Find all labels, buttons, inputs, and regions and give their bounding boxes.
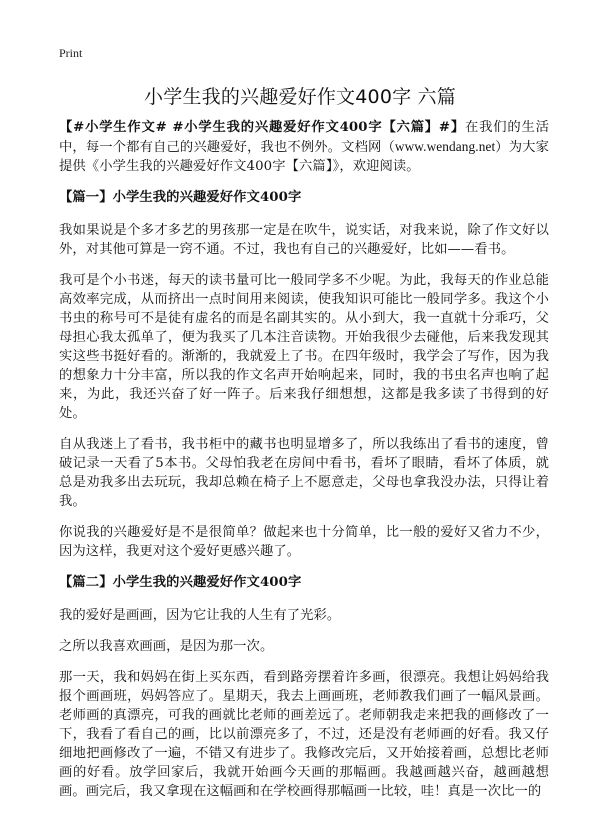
document-body <box>59 118 549 813</box>
section-2-paragraph: 那一天，我和妈妈在街上买东西，看到路旁摆着许多画，很漂亮。我想让妈妈给我报个画画班，妈妈答应了。星期天，我去上画画班，老师教我们画了一幅风景画。老师画的真漂亮，可我的画就比老师的画差远了。老师朝我走来把我的画修改了一下，我看了看自己的画，比以前漂亮多了，不过，还是没有老师画的好看。我又仔细地把画修改了一遍，不错又有进步了。我修改完后，又开始接着画，总想比老师画的好看。放学回家后，我就开始画今天画的那幅画。我越画越兴奋，越画越想画。画完后，我又拿现在这幅画和在学校画得那幅画一比较，哇！真是一次比一的 <box>59 670 549 799</box>
intro-tag: 【#小学生作文# #小学生我的兴趣爱好作文400字【六篇】#】 <box>59 120 466 135</box>
section-2-paragraph: 我的爱好是画画，因为它让我的人生有了光彩。 <box>59 608 341 623</box>
intro-text-before-site: 在我们的生活中，每一个都有自己的兴趣爱好，我也不例外。文档网（ <box>59 120 549 155</box>
document-title: 小学生我的兴趣爱好作文400字 六篇 <box>144 86 456 108</box>
intro-paragraph <box>59 118 549 176</box>
print-link[interactable]: Print <box>59 46 83 60</box>
site-url: www.wendang.net <box>394 139 496 154</box>
section-1-heading: 【篇一】小学生我的兴趣爱好作文400字 <box>59 190 302 205</box>
section-1-paragraph: 自从我迷上了看书，我书柜中的藏书也明显增多了，所以我练出了看书的速度，曾破记录一天看了5本书。父母怕我老在房间中看书，看坏了眼睛，看坏了体质，就总是劝我多出去玩玩，我却总赖在椅子上不愿意走，父母也拿我没办法，只得让着我。 <box>59 437 549 509</box>
section-1-paragraph: 你说我的兴趣爱好是不是很简单？做起来也十分简单，比一般的爱好又省力不少，因为这样，我更对这个爱好更感兴趣了。 <box>59 525 549 559</box>
section-2-paragraph: 之所以我喜欢画画，是因为那一次。 <box>59 639 274 654</box>
intro-text-after-site: ）为大家提供《小学生我的兴趣爱好作文400字【六篇】》，欢迎阅读。 <box>59 140 549 174</box>
section-2-heading: 【篇二】小学生我的兴趣爱好作文400字 <box>59 575 302 590</box>
section-1-paragraph: 我可是个小书迷，每天的读书量可比一般同学多不少呢。为此，我每天的作业总能高效率完成，从而挤出一点时间用来阅读，使我知识可能比一般同学多。我这个小书虫的称号可不是徒有虚名的而是名副其实的。从小到大，我一直就十分乖巧，父母担心我太孤单了，便为我买了几本注音读物。开始我很少去碰他，后来我发现其实这些书挺好看的。渐渐的，我就爱上了书。在四年级时，我学会了写作，因为我的想象力十分丰富，所以我的作文名声开始响起来，同时，我的书虫名声也响了起来，为此，我还兴奋了好一阵子。后来我仔细想想，这都是我多读了书得到的好处。 <box>59 273 549 421</box>
section-1-paragraph: 我如果说是个多才多艺的男孩那一定是在吹牛，说实话，对我来说，除了作文好以外，对其他可算是一窍不通。不过，我也有自己的兴趣爱好，比如——看书。 <box>59 223 549 257</box>
